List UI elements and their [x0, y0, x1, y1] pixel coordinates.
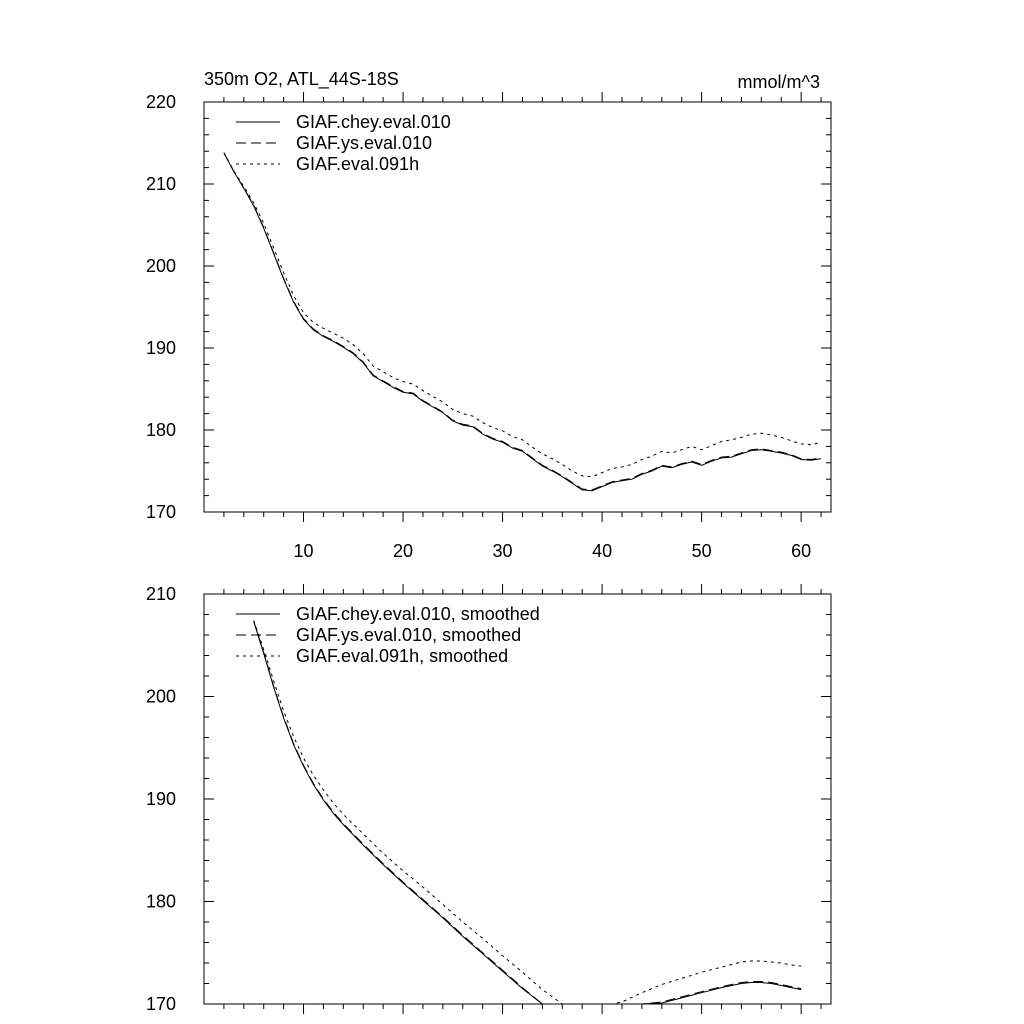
- series-line-2: [254, 621, 801, 1004]
- series-line-0: [254, 622, 801, 1004]
- series-line-1: [254, 622, 801, 1004]
- x-tick-label: 60: [791, 541, 812, 561]
- legend: [236, 112, 451, 174]
- y-tick-label: 200: [145, 256, 176, 276]
- legend-label-1: GIAF.ys.eval.010, smoothed: [296, 625, 522, 645]
- bottom-panel: [146, 584, 831, 1014]
- y-tick-label: 190: [145, 789, 176, 809]
- y-tick-label: 170: [145, 994, 176, 1014]
- x-tick-label: 40: [592, 541, 613, 561]
- x-tick-label: 10: [293, 541, 314, 561]
- series-group: [224, 153, 821, 491]
- legend-label-1: GIAF.ys.eval.010: [296, 133, 433, 153]
- series-line-2: [224, 153, 821, 477]
- legend-label-2: GIAF.eval.091h, smoothed: [296, 646, 509, 666]
- legend: [236, 604, 540, 666]
- top-panel: [146, 69, 831, 561]
- y-tick-label: 220: [145, 92, 176, 112]
- x-tick-label: 50: [691, 541, 712, 561]
- y-tick-label: 190: [145, 338, 176, 358]
- y-tick-label: 170: [145, 502, 176, 522]
- series-group: [254, 621, 801, 1004]
- y-tick-label: 180: [145, 420, 176, 440]
- legend-label-0: GIAF.chey.eval.010: [296, 112, 451, 132]
- units-label: mmol/m^3: [737, 72, 820, 92]
- y-tick-label: 180: [145, 891, 176, 912]
- legend-label-0: GIAF.chey.eval.010, smoothed: [296, 604, 540, 624]
- x-tick-label: 20: [393, 541, 414, 561]
- y-tick-label: 200: [145, 686, 176, 707]
- y-tick-label: 210: [145, 584, 176, 604]
- chart-title: 350m O2, ATL_44S-18S: [204, 69, 399, 89]
- y-tick-label: 210: [145, 174, 176, 194]
- x-tick-label: 30: [492, 541, 513, 561]
- legend-label-2: GIAF.eval.091h: [296, 154, 420, 174]
- axes-ticks: [146, 92, 831, 561]
